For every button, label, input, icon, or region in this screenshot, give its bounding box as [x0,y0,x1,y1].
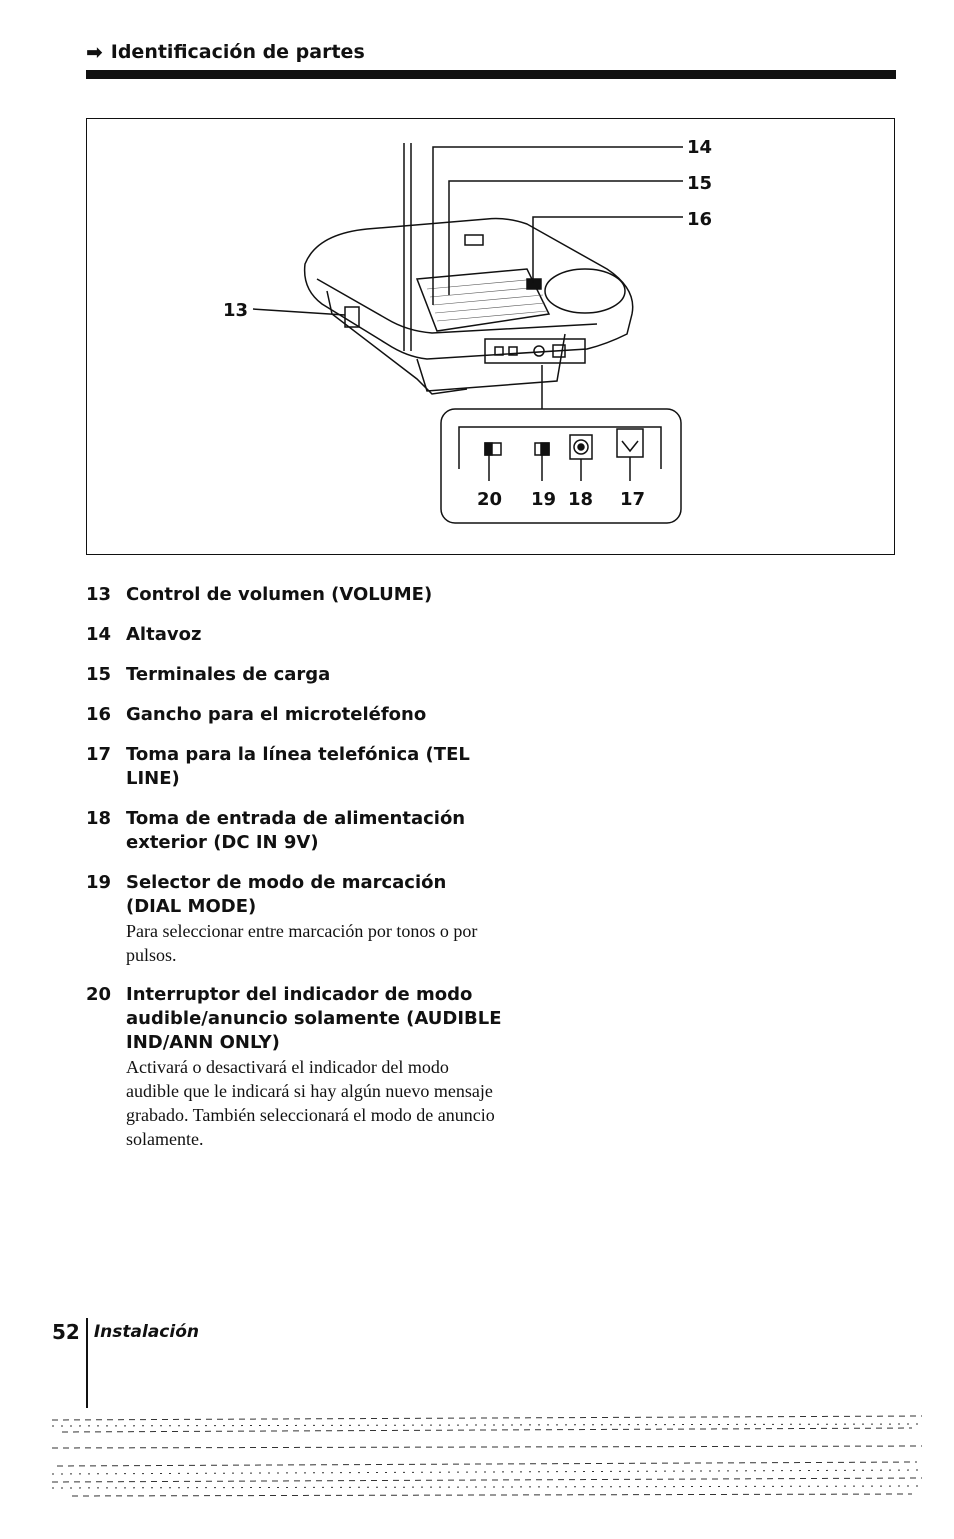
part-number: 14 [86,624,112,645]
section-header [86,40,365,64]
page-footer [52,1318,199,1408]
tel-line-jack [617,429,643,457]
charging-terminals [465,235,483,245]
header-rule [86,70,896,79]
base-unit-illustration [87,119,896,556]
base-body [305,219,633,359]
part-number: 16 [86,704,112,725]
part-description: Activará o desactivará el indicador del modo audible que le indicará si hay algún nuevo mensaje grabado. También seleccionará el modo de anuncio solamente. [126,1057,495,1149]
part-label: Gancho para el microteléfono [126,704,427,725]
list-item [86,703,506,727]
part-label: Control de volumen (VOLUME) [126,584,433,605]
callout-18: 18 [568,489,594,510]
callout-15: 15 [687,173,713,194]
part-label: Toma para la línea telefónica (TEL LINE) [126,744,470,789]
list-item [86,983,506,1151]
part-number: 17 [86,744,112,765]
callout-13: 13 [223,300,249,321]
part-label: Selector de modo de marcación (DIAL MODE) [126,872,447,917]
part-label: Toma de entrada de alimentación exterior (DC IN 9V) [126,808,466,853]
handset-hook [527,279,541,289]
part-number: 20 [86,984,112,1005]
list-item [86,623,506,647]
page-number: 52 [52,1320,80,1344]
list-item [86,871,506,967]
callout-19: 19 [531,489,557,510]
list-item [86,807,506,855]
part-number: 19 [86,872,112,893]
back-panel [485,339,585,363]
callout-leader-14 [433,147,683,305]
section-name: Instalación [93,1322,199,1342]
callout-20: 20 [477,489,503,510]
callout-17: 17 [620,489,646,510]
list-item [86,663,506,687]
callout-leader-15 [449,181,683,295]
volume-wheel [345,307,359,327]
part-label: Interruptor del indicador de modo audible/anuncio solamente (AUDIBLE IND/ANN ONLY) [126,984,502,1053]
scan-artifact [52,1400,922,1510]
parts-diagram [86,118,895,555]
list-item [86,743,506,791]
parts-list [86,583,506,1167]
part-number: 13 [86,584,112,605]
part-number: 15 [86,664,112,685]
list-item [86,583,506,607]
callout-16: 16 [687,209,713,230]
arrow-icon: ➡ [86,40,103,64]
part-label: Terminales de carga [126,664,331,685]
part-description: Para seleccionar entre marcación por tonos o por pulsos. [126,921,478,965]
callout-14: 14 [687,137,713,158]
section-title: Identificación de partes [110,41,365,63]
handset-cradle [545,269,625,313]
part-label: Altavoz [126,624,202,645]
part-number: 18 [86,808,112,829]
